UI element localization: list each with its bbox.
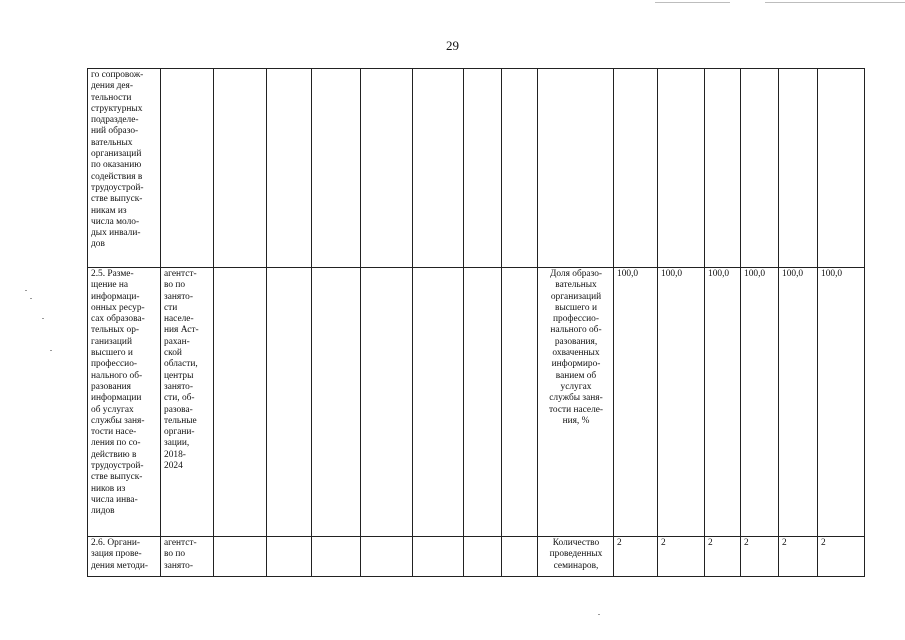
empty-cell — [312, 537, 361, 577]
empty-cell — [502, 537, 538, 577]
empty-cell — [267, 69, 312, 268]
scan-speck — [30, 298, 32, 299]
empty-cell — [502, 69, 538, 268]
value-cell: 2 — [614, 537, 658, 577]
scan-edge-line — [765, 2, 905, 3]
value-cell — [818, 69, 865, 268]
value-cell: 2 — [658, 537, 705, 577]
empty-cell — [413, 268, 464, 537]
empty-cell — [413, 537, 464, 577]
executor-cell: агентст- во по занято- сти населе- ния Аст- рахан- ской области, центры занято- сти, об- разова- тельные органи- зации, 2018- 2024 — [161, 268, 214, 537]
empty-cell — [413, 69, 464, 268]
value-cell: 2 — [779, 537, 818, 577]
value-cell — [741, 69, 779, 268]
value-cell — [658, 69, 705, 268]
value-cell — [614, 69, 658, 268]
value-cell: 2 — [741, 537, 779, 577]
measure-cell: го сопровож- дения дея- тельности структурных подразделе- ний образо- вательных организаций по оказанию содействия в трудоустрой- стве выпуск- никам из числа моло- дых инвали- дов — [88, 69, 161, 268]
indicator-cell — [538, 69, 614, 268]
value-cell: 100,0 — [614, 268, 658, 537]
value-cell: 100,0 — [658, 268, 705, 537]
value-cell: 100,0 — [705, 268, 741, 537]
value-cell — [779, 69, 818, 268]
scan-speck — [25, 290, 27, 291]
value-cell: 100,0 — [779, 268, 818, 537]
value-cell: 2 — [818, 537, 865, 577]
table-row — [88, 268, 865, 537]
scan-speck — [50, 350, 52, 351]
empty-cell — [361, 268, 413, 537]
empty-cell — [502, 268, 538, 537]
table-row — [88, 69, 865, 268]
value-cell — [705, 69, 741, 268]
empty-cell — [312, 268, 361, 537]
measure-cell: 2.5. Разме- щение на информаци- онных ресур- сах образова- тельных ор- ганизаций высшего и профессио- нального об- разования информации об услугах службы заня- тости насе- ления по со- действию в трудоустрой- стве выпуск- ников из числа инва- лидов — [88, 268, 161, 537]
empty-cell — [464, 537, 502, 577]
empty-cell — [464, 268, 502, 537]
measure-cell: 2.6. Органи- зация прове- дения методи- — [88, 537, 161, 577]
value-cell: 100,0 — [741, 268, 779, 537]
empty-cell — [312, 69, 361, 268]
empty-cell — [464, 69, 502, 268]
indicator-cell: Доля образо- вательных организаций высшего и профессио- нального об- разования, охваченных информиро- ванием об услугах службы заня- тости населе- ния, % — [538, 268, 614, 537]
empty-cell — [361, 69, 413, 268]
executor-cell: агентст- во по занято- — [161, 537, 214, 577]
table-row — [88, 537, 865, 577]
page-number: 29 — [446, 38, 459, 53]
activity-table — [87, 68, 865, 577]
empty-cell — [214, 537, 267, 577]
scan-edge-line — [655, 2, 730, 3]
value-cell: 2 — [705, 537, 741, 577]
empty-cell — [361, 537, 413, 577]
scan-speck — [598, 614, 600, 615]
empty-cell — [267, 268, 312, 537]
scan-speck — [42, 318, 44, 319]
value-cell: 100,0 — [818, 268, 865, 537]
empty-cell — [214, 268, 267, 537]
executor-cell — [161, 69, 214, 268]
empty-cell — [267, 537, 312, 577]
empty-cell — [214, 69, 267, 268]
indicator-cell: Количество проведенных семинаров, — [538, 537, 614, 577]
